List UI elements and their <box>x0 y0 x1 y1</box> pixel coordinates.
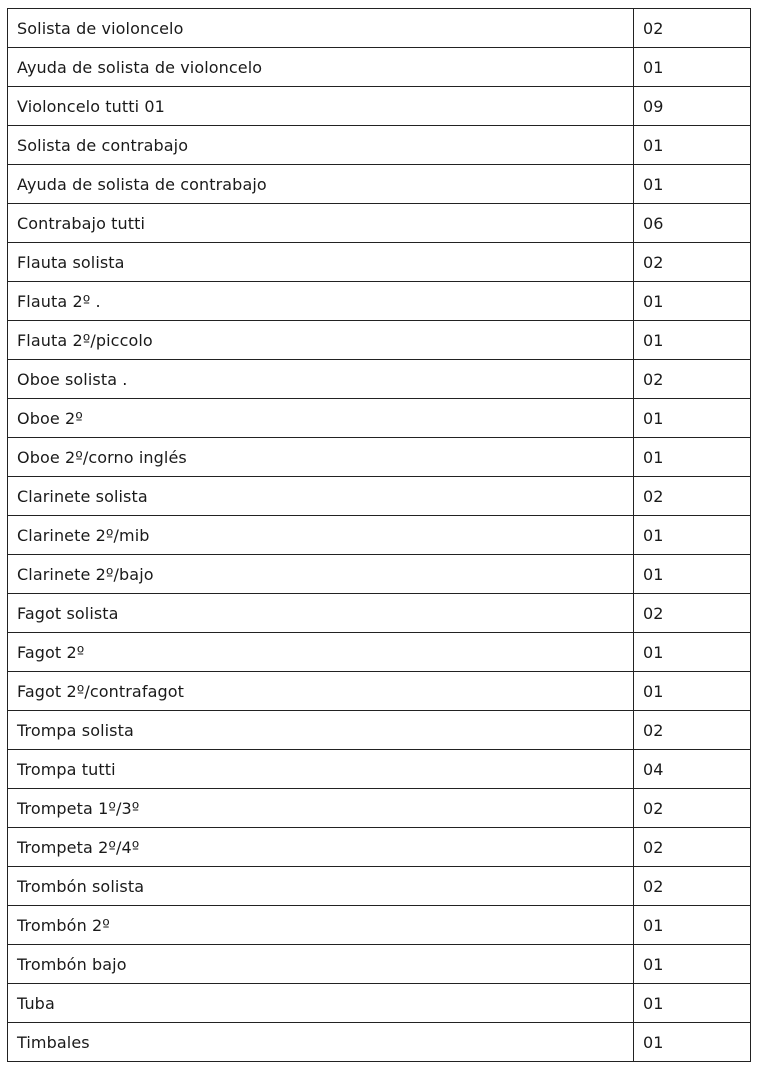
count-cell: 01 <box>634 48 751 87</box>
table-row <box>8 984 751 1023</box>
instrument-cell: Clarinete 2º/bajo <box>8 555 634 594</box>
table-row <box>8 9 751 48</box>
instrument-cell: Ayuda de solista de violoncelo <box>8 48 634 87</box>
table-row <box>8 555 751 594</box>
table-row <box>8 789 751 828</box>
table-row <box>8 711 751 750</box>
instrument-cell: Timbales <box>8 1023 634 1062</box>
table-row <box>8 48 751 87</box>
table-row <box>8 87 751 126</box>
instrument-cell: Trompeta 1º/3º <box>8 789 634 828</box>
instrument-cell: Oboe 2º <box>8 399 634 438</box>
table-row <box>8 672 751 711</box>
instrument-cell: Ayuda de solista de contrabajo <box>8 165 634 204</box>
instrument-cell: Tuba <box>8 984 634 1023</box>
instrument-cell: Flauta 2º . <box>8 282 634 321</box>
table-body <box>8 9 751 1062</box>
count-cell: 02 <box>634 867 751 906</box>
table-row <box>8 243 751 282</box>
count-cell: 01 <box>634 399 751 438</box>
table-row <box>8 204 751 243</box>
instrument-cell: Clarinete solista <box>8 477 634 516</box>
table-row <box>8 1023 751 1062</box>
count-cell: 01 <box>634 633 751 672</box>
count-cell: 01 <box>634 555 751 594</box>
instrument-cell: Oboe 2º/corno inglés <box>8 438 634 477</box>
table-row <box>8 867 751 906</box>
instrument-cell: Flauta 2º/piccolo <box>8 321 634 360</box>
count-cell: 02 <box>634 360 751 399</box>
count-cell: 04 <box>634 750 751 789</box>
instrument-cell: Trompa solista <box>8 711 634 750</box>
instrument-cell: Contrabajo tutti <box>8 204 634 243</box>
instrument-cell: Fagot 2º/contrafagot <box>8 672 634 711</box>
instrument-cell: Fagot 2º <box>8 633 634 672</box>
instrument-cell: Fagot solista <box>8 594 634 633</box>
count-cell: 02 <box>634 594 751 633</box>
instrument-cell: Solista de violoncelo <box>8 9 634 48</box>
table-row <box>8 165 751 204</box>
table-row <box>8 321 751 360</box>
table-row <box>8 516 751 555</box>
instrument-cell: Trompa tutti <box>8 750 634 789</box>
count-cell: 09 <box>634 87 751 126</box>
count-cell: 01 <box>634 438 751 477</box>
count-cell: 02 <box>634 477 751 516</box>
count-cell: 01 <box>634 1023 751 1062</box>
count-cell: 01 <box>634 282 751 321</box>
instrument-cell: Trompeta 2º/4º <box>8 828 634 867</box>
count-cell: 06 <box>634 204 751 243</box>
instrument-cell: Clarinete 2º/mib <box>8 516 634 555</box>
table-row <box>8 399 751 438</box>
count-cell: 01 <box>634 165 751 204</box>
count-cell: 01 <box>634 672 751 711</box>
table-row <box>8 477 751 516</box>
count-cell: 01 <box>634 321 751 360</box>
instrument-cell: Trombón solista <box>8 867 634 906</box>
table-row <box>8 360 751 399</box>
table-row <box>8 282 751 321</box>
instrument-cell: Trombón 2º <box>8 906 634 945</box>
count-cell: 01 <box>634 516 751 555</box>
count-cell: 02 <box>634 9 751 48</box>
count-cell: 01 <box>634 126 751 165</box>
count-cell: 01 <box>634 906 751 945</box>
table-row <box>8 633 751 672</box>
instrument-table <box>7 8 751 1062</box>
table-row <box>8 438 751 477</box>
table-row <box>8 594 751 633</box>
table-row <box>8 828 751 867</box>
table-row <box>8 750 751 789</box>
table-row <box>8 945 751 984</box>
instrument-cell: Violoncelo tutti 01 <box>8 87 634 126</box>
count-cell: 02 <box>634 828 751 867</box>
instrument-cell: Oboe solista . <box>8 360 634 399</box>
count-cell: 01 <box>634 945 751 984</box>
count-cell: 02 <box>634 243 751 282</box>
instrument-cell: Solista de contrabajo <box>8 126 634 165</box>
table-row <box>8 126 751 165</box>
instrument-cell: Trombón bajo <box>8 945 634 984</box>
instrument-cell: Flauta solista <box>8 243 634 282</box>
count-cell: 01 <box>634 984 751 1023</box>
table-row <box>8 906 751 945</box>
count-cell: 02 <box>634 789 751 828</box>
count-cell: 02 <box>634 711 751 750</box>
